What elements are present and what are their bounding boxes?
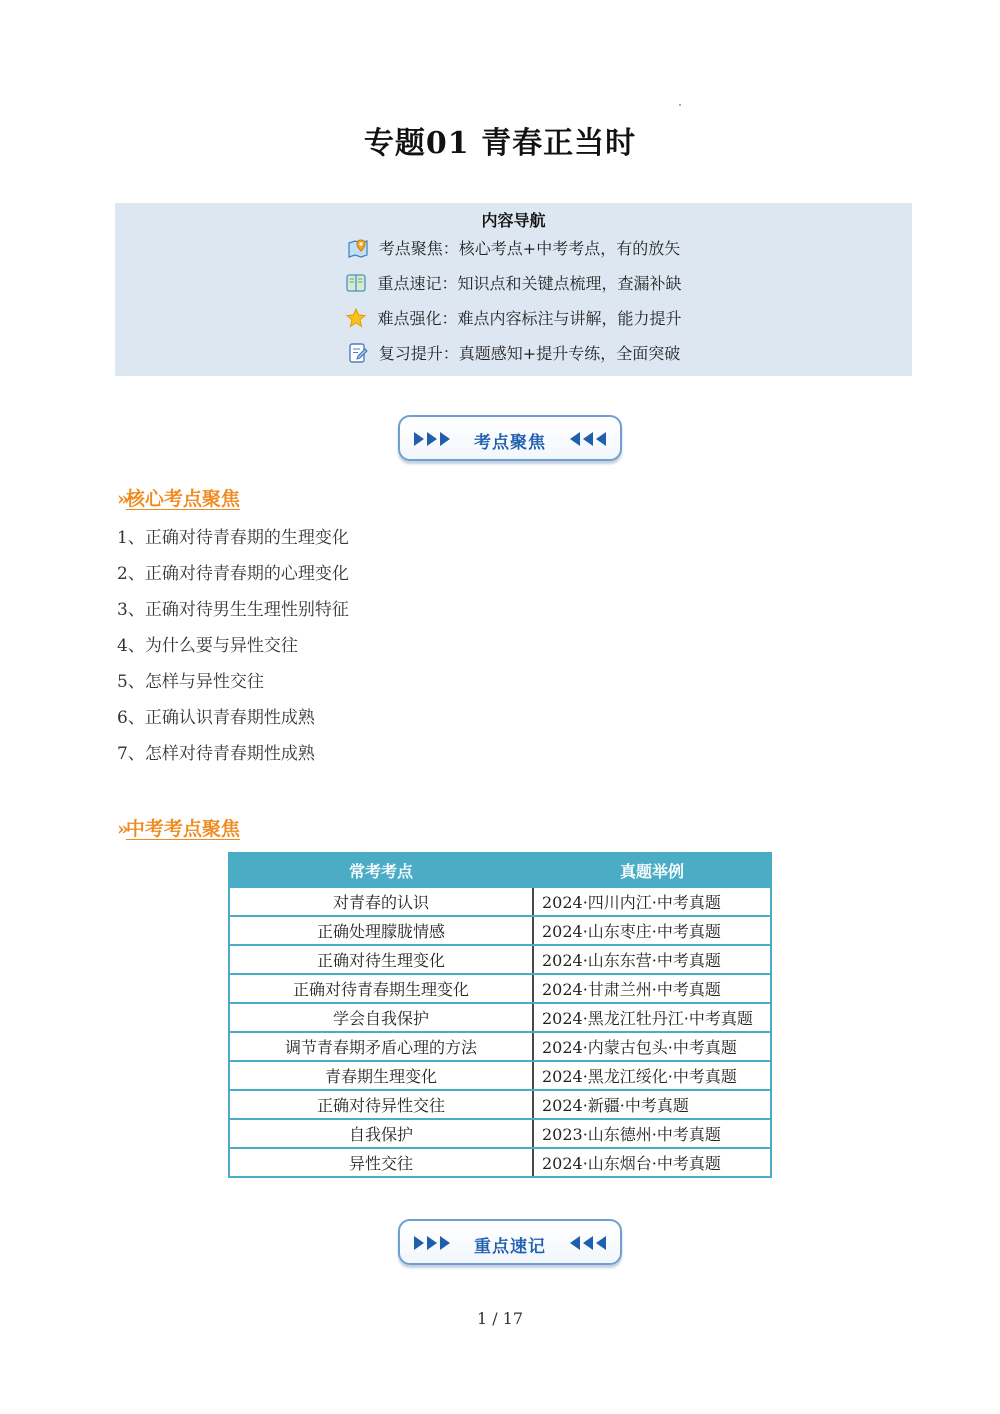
table-cell: 2024·新疆·中考真题	[533, 1090, 771, 1119]
list-item: 1、正确对待青春期的生理变化	[117, 528, 349, 548]
nav-item-memory	[115, 271, 912, 294]
table-cell: 正确对待青春期生理变化	[229, 974, 533, 1003]
list-item: 5、怎样与异性交往	[117, 672, 264, 692]
heading-text: 中考考点聚焦	[125, 818, 240, 840]
table-row	[229, 887, 771, 916]
table-row	[229, 1119, 771, 1148]
column-header: 常考考点	[229, 853, 533, 887]
triple-arrow-left-icon	[566, 431, 606, 447]
table-cell: 对青春的认识	[229, 887, 533, 916]
table-cell: 青春期生理变化	[229, 1061, 533, 1090]
table-cell: 2024·内蒙古包头·中考真题	[533, 1032, 771, 1061]
nav-item-focus	[115, 236, 912, 259]
table-row	[229, 1148, 771, 1177]
edit-note-icon	[347, 342, 369, 364]
table-header-row	[229, 853, 771, 887]
book-icon	[345, 272, 367, 294]
table-row	[229, 1003, 771, 1032]
table-cell: 2024·山东东营·中考真题	[533, 945, 771, 974]
nav-item-difficulty	[115, 306, 912, 329]
table-cell: 2024·甘肃兰州·中考真题	[533, 974, 771, 1003]
nav-heading: 内容导航	[481, 211, 546, 230]
table-cell: 2023·山东德州·中考真题	[533, 1119, 771, 1148]
list-item: 4、为什么要与异性交往	[117, 636, 298, 656]
triple-arrow-left-icon	[566, 1235, 606, 1251]
banner-label: 重点速记	[474, 1237, 546, 1257]
banner-label: 考点聚焦	[474, 433, 546, 453]
table-cell: 2024·四川内江·中考真题	[533, 887, 771, 916]
core-points-heading	[117, 484, 240, 511]
double-chevron-icon: »	[117, 818, 125, 840]
page-number: 1 / 17	[476, 1309, 524, 1328]
table-cell: 学会自我保护	[229, 1003, 533, 1032]
heading-text: 核心考点聚焦	[125, 488, 240, 510]
table-row	[229, 974, 771, 1003]
table-cell: 自我保护	[229, 1119, 533, 1148]
table-cell: 正确对待生理变化	[229, 945, 533, 974]
table-cell: 2024·山东烟台·中考真题	[533, 1148, 771, 1177]
table-cell: 2024·黑龙江牡丹江·中考真题	[533, 1003, 771, 1032]
nav-item-text: 考点聚焦：核心考点+中考考点，有的放矢	[378, 239, 681, 258]
list-item: 7、怎样对待青春期性成熟	[117, 744, 315, 764]
table-row	[229, 1061, 771, 1090]
exam-points-heading	[117, 814, 240, 841]
list-item: 6、正确认识青春期性成熟	[117, 708, 315, 728]
nav-item-text: 复习提升：真题感知+提升专练，全面突破	[378, 344, 681, 363]
table-row	[229, 945, 771, 974]
double-chevron-icon: »	[117, 488, 125, 510]
table-row	[229, 1090, 771, 1119]
page-title: 专题01 青春正当时	[363, 126, 637, 161]
table-cell: 2024·山东枣庄·中考真题	[533, 916, 771, 945]
map-pin-icon	[347, 237, 369, 259]
table-cell: 调节青春期矛盾心理的方法	[229, 1032, 533, 1061]
nav-item-text: 难点强化：难点内容标注与讲解，能力提升	[377, 309, 682, 328]
star-icon	[345, 307, 367, 329]
section-banner-focus	[398, 415, 622, 461]
section-banner-memory	[398, 1219, 622, 1265]
list-item: 2、正确对待青春期的心理变化	[117, 564, 349, 584]
table-cell: 异性交往	[229, 1148, 533, 1177]
exam-points-table	[228, 852, 772, 1178]
table-cell: 2024·黑龙江绥化·中考真题	[533, 1061, 771, 1090]
list-item: 3、正确对待男生生理性别特征	[117, 600, 349, 620]
content-navigation-box	[115, 203, 912, 376]
speck	[679, 104, 681, 106]
nav-item-review	[115, 341, 912, 364]
column-header: 真题举例	[533, 853, 771, 887]
table-row	[229, 916, 771, 945]
nav-item-text: 重点速记：知识点和关键点梳理，查漏补缺	[377, 274, 682, 293]
table-row	[229, 1032, 771, 1061]
table-cell: 正确处理朦胧情感	[229, 916, 533, 945]
table-cell: 正确对待异性交往	[229, 1090, 533, 1119]
